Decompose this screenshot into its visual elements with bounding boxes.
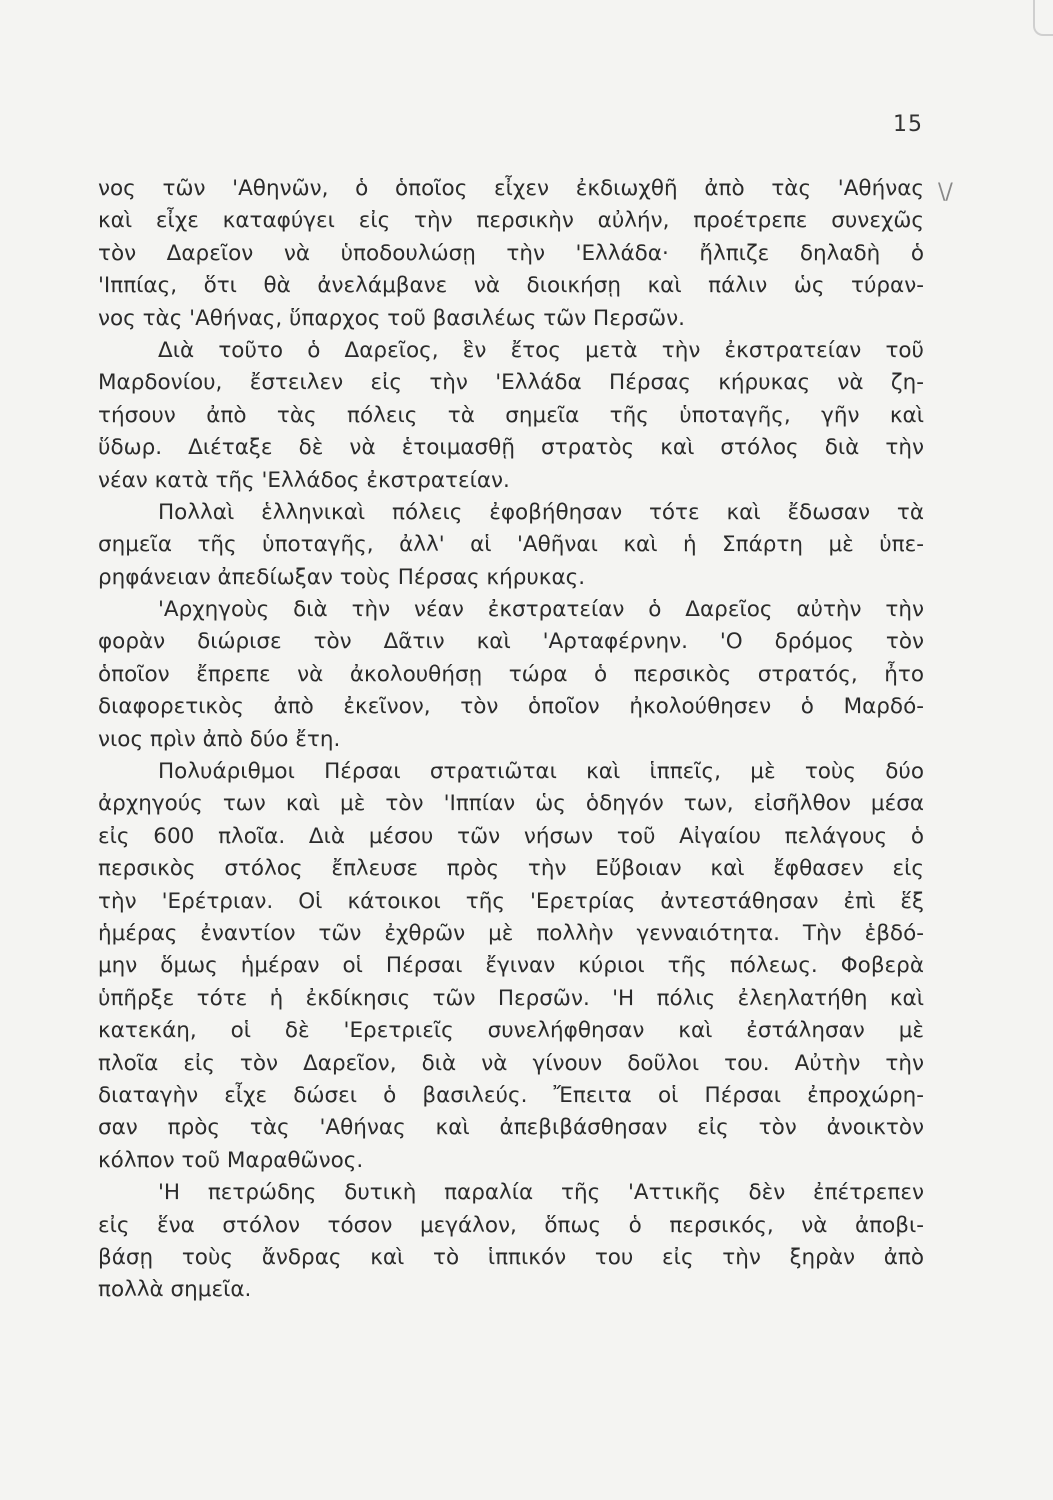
text-line: διαφορετικὸς ἀπὸ ἐκεῖνον, τὸν ὁποῖον ἠκολούθησεν ὁ Μαρδό- bbox=[98, 694, 924, 720]
text-line: καὶ εἶχε καταφύγει εἰς τὴν περσικὴν αὐλήν, προέτρεπε συνεχῶς bbox=[98, 208, 924, 234]
text-line: ἀρχηγούς των καὶ μὲ τὸν 'Ιππίαν ὡς ὁδηγόν των, εἰσῆλθον μέσα bbox=[98, 791, 924, 817]
text-line: Πολλαὶ ἑλληνικαὶ πόλεις ἐφοβήθησαν τότε καὶ ἔδωσαν τὰ bbox=[158, 499, 924, 525]
text-line: διαταγὴν εἶχε δώσει ὁ βασιλεύς. Ἔπειτα οἱ Πέρσαι ἐπροχώρη- bbox=[98, 1082, 924, 1108]
text-line: νος τὰς 'Αθήνας, ὕπαρχος τοῦ βασιλέως τῶν Περσῶν. bbox=[98, 305, 685, 331]
text-line: κατεκάη, οἱ δὲ 'Ερετριεῖς συνελήφθησαν καὶ ἐστάλησαν μὲ bbox=[98, 1018, 924, 1044]
text-line: τὴν 'Ερέτριαν. Οἱ κάτοικοι τῆς 'Ερετρίας ἀντεστάθησαν ἐπὶ ἕξ bbox=[98, 888, 924, 914]
text-line: σαν πρὸς τὰς 'Αθήνας καὶ ἀπεβιβάσθησαν εἰς τὸν ἀνοικτὸν bbox=[98, 1115, 924, 1141]
text-line: 'Αρχηγοὺς διὰ τὴν νέαν ἐκστρατείαν ὁ Δαρεῖος αὐτὴν τὴν bbox=[158, 597, 924, 623]
text-line: 'Ιππίας, ὅτι θὰ ἀνελάμβανε νὰ διοικήσῃ καὶ πάλιν ὡς τύραν- bbox=[98, 273, 924, 299]
text-line: εἰς ἕνα στόλον τόσον μεγάλον, ὅπως ὁ περσικός, νὰ ἀποβι- bbox=[98, 1212, 924, 1238]
text-line: νιος πρὶν ἀπὸ δύο ἔτη. bbox=[98, 726, 341, 752]
text-line: Μαρδονίου, ἔστειλεν εἰς τὴν 'Ελλάδα Πέρσας κήρυκας νὰ ζη- bbox=[98, 370, 924, 396]
text-line: Διὰ τοῦτο ὁ Δαρεῖος, ἓν ἔτος μετὰ τὴν ἐκστρατείαν τοῦ bbox=[158, 337, 924, 363]
page-number: 15 bbox=[893, 112, 923, 137]
text-line: πολλὰ σημεῖα. bbox=[98, 1277, 252, 1303]
text-line: βάσῃ τοὺς ἄνδρας καὶ τὸ ἱππικόν του εἰς τὴν ξηρὰν ἀπὸ bbox=[98, 1244, 924, 1270]
text-line: τὸν Δαρεῖον νὰ ὑποδουλώσῃ τὴν 'Ελλάδα· ἤλπιζε δηλαδὴ ὁ bbox=[98, 240, 924, 266]
page-corner-crease bbox=[1033, 0, 1053, 36]
text-line: Πολυάριθμοι Πέρσαι στρατιῶται καὶ ἱππεῖς, μὲ τοὺς δύο bbox=[158, 759, 924, 785]
text-line: εἰς 600 πλοῖα. Διὰ μέσου τῶν νήσων τοῦ Αἰγαίου πελάγους ὁ bbox=[98, 823, 924, 849]
text-line: ρηφάνειαν ἀπεδίωξαν τοὺς Πέρσας κήρυκας. bbox=[98, 564, 586, 590]
margin-checkmark: \/ bbox=[938, 180, 953, 205]
text-line: ἡμέρας ἐναντίον τῶν ἐχθρῶν μὲ πολλὴν γενναιότητα. Τὴν ἑβδό- bbox=[98, 920, 924, 946]
text-line: νος τῶν 'Αθηνῶν, ὁ ὁποῖος εἶχεν ἐκδιωχθῆ ἀπὸ τὰς 'Αθήνας bbox=[98, 176, 924, 201]
text-line: 'Η πετρώδης δυτικὴ παραλία τῆς 'Αττικῆς δὲν ἐπέτρεπεν bbox=[158, 1180, 924, 1206]
text-line: πλοῖα εἰς τὸν Δαρεῖον, διὰ νὰ γίνουν δοῦλοι του. Αὐτὴν τὴν bbox=[98, 1050, 924, 1076]
text-line: νέαν κατὰ τῆς 'Ελλάδος ἐκστρατείαν. bbox=[98, 467, 510, 493]
text-line: μην ὅμως ἡμέραν οἱ Πέρσαι ἔγιναν κύριοι τῆς πόλεως. Φοβερὰ bbox=[98, 953, 924, 979]
text-line: ὕδωρ. Διέταξε δὲ νὰ ἑτοιμασθῇ στρατὸς καὶ στόλος διὰ τὴν bbox=[98, 435, 924, 461]
text-line: ὑπῆρξε τότε ἡ ἐκδίκησις τῶν Περσῶν. 'Η πόλις ἐλεηλατήθη καὶ bbox=[98, 985, 924, 1011]
text-line: σημεῖα τῆς ὑποταγῆς, ἀλλ' αἱ 'Αθῆναι καὶ ἡ Σπάρτη μὲ ὑπε- bbox=[98, 532, 924, 558]
text-line: κόλπον τοῦ Μαραθῶνος. bbox=[98, 1147, 364, 1173]
body-text bbox=[98, 173, 924, 1307]
text-line: ὁποῖον ἔπρεπε νὰ ἀκολουθήσῃ τώρα ὁ περσικὸς στρατός, ἦτο bbox=[98, 661, 924, 687]
text-line: περσικὸς στόλος ἔπλευσε πρὸς τὴν Εὔβοιαν καὶ ἔφθασεν εἰς bbox=[98, 856, 924, 882]
text-line: φορὰν διώρισε τὸν Δᾶτιν καὶ 'Αρταφέρνην. 'Ο δρόμος τὸν bbox=[98, 629, 924, 655]
text-line: τήσουν ἀπὸ τὰς πόλεις τὰ σημεῖα τῆς ὑποταγῆς, γῆν καὶ bbox=[98, 402, 924, 428]
